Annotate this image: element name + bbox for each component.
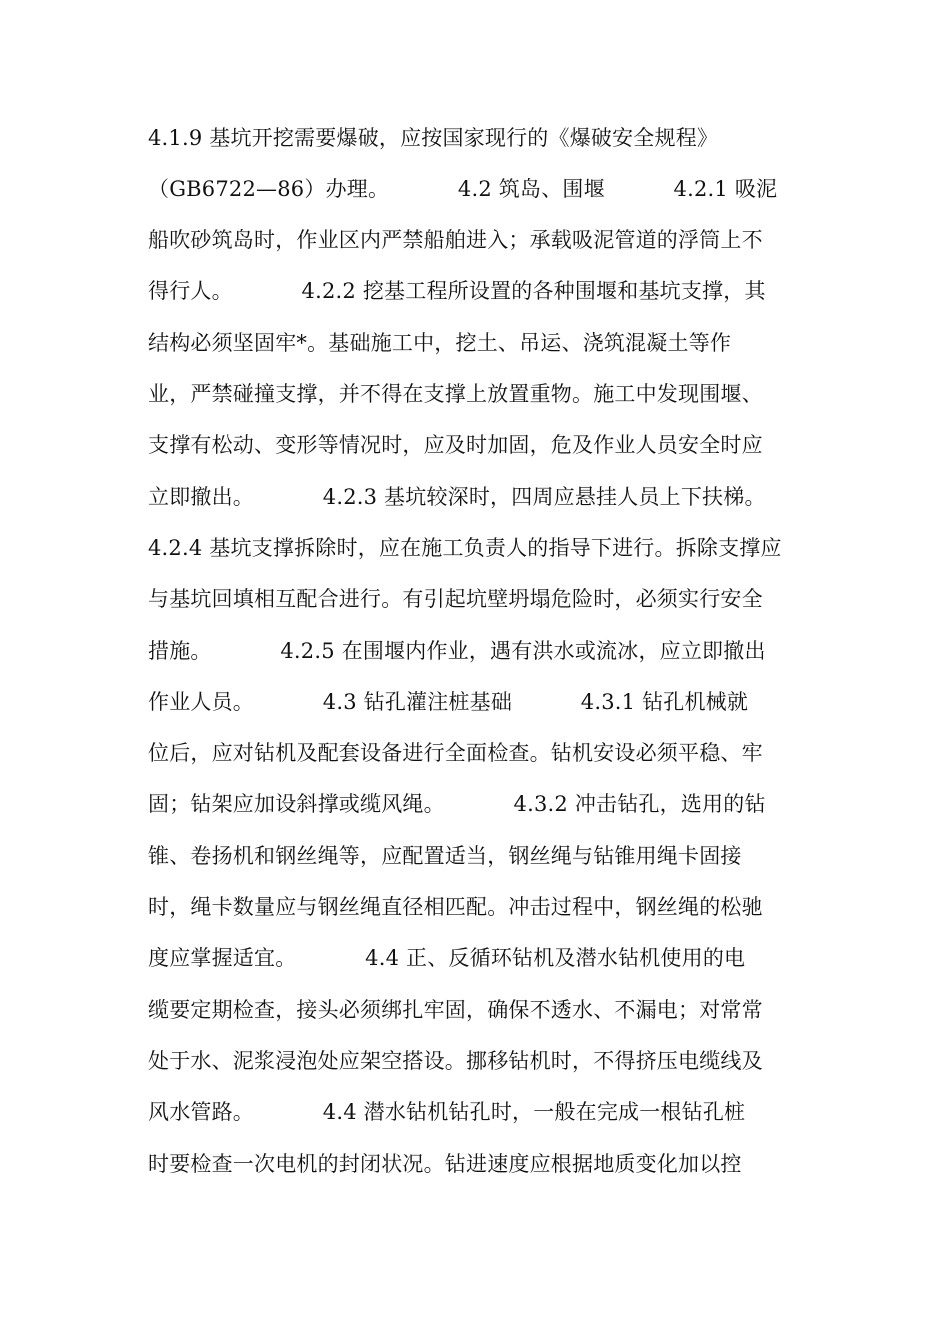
text-line: 措施。 4.2.5 在围堰内作业，遇有洪水或流冰，应立即撤出 <box>148 639 766 663</box>
text-line: 位后，应对钻机及配套设备进行全面检查。钻机安设必须平稳、牢 <box>148 741 763 765</box>
text-line: 固；钻架应加设斜撑或缆风绳。 4.3.2 冲击钻孔，选用的钻 <box>148 792 766 816</box>
text-line: 时要检查一次电机的封闭状况。钻进速度应根据地质变化加以控 <box>148 1152 742 1176</box>
text-line: 缆要定期检查，接头必须绑扎牢固，确保不透水、不漏电；对常常 <box>148 998 763 1022</box>
text-line: 与基坑回填相互配合进行。有引起坑壁坍塌危险时，必须实行安全 <box>148 587 763 611</box>
text-line: 4.1.9 基坑开挖需要爆破，应按国家现行的《爆破安全规程》 <box>148 126 719 150</box>
text-line: 风水管路。 4.4 潜水钻机钻孔时，一般在完成一根钻孔桩 <box>148 1100 746 1124</box>
text-line: 4.2.4 基坑支撑拆除时，应在施工负责人的指导下进行。拆除支撑应 <box>148 536 782 560</box>
text-line: 度应掌握适宜。 4.4 正、反循环钻机及潜水钻机使用的电 <box>148 946 746 970</box>
text-line: 业，严禁碰撞支撑，并不得在支撑上放置重物。施工中发现围堰、 <box>148 382 763 406</box>
text-line: 船吹砂筑岛时，作业区内严禁船舶进入；承载吸泥管道的浮筒上不 <box>148 228 763 252</box>
text-line: （GB6722—86）办理。 4.2 筑岛、围堰 4.2.1 吸泥 <box>148 177 778 201</box>
text-line: 支撑有松动、变形等情况时，应及时加固，危及作业人员安全时应 <box>148 433 763 457</box>
text-line: 锥、卷扬机和钢丝绳等，应配置适当，钢丝绳与钻锥用绳卡固接 <box>148 844 742 868</box>
text-line: 立即撤出。 4.2.3 基坑较深时，四周应悬挂人员上下扶梯。 <box>148 485 766 509</box>
text-line: 结构必须坚固牢*。基础施工中，挖土、吊运、浇筑混凝土等作 <box>148 331 732 355</box>
text-line: 得行人。 4.2.2 挖基工程所设置的各种围堰和基坑支撑，其 <box>148 279 766 303</box>
text-line: 处于水、泥浆浸泡处应架空搭设。挪移钻机时，不得挤压电缆线及 <box>148 1049 763 1073</box>
text-line: 作业人员。 4.3 钻孔灌注桩基础 4.3.1 钻孔机械就 <box>148 690 749 714</box>
text-line: 时，绳卡数量应与钢丝绳直径相匹配。冲击过程中，钢丝绳的松驰 <box>148 895 763 919</box>
